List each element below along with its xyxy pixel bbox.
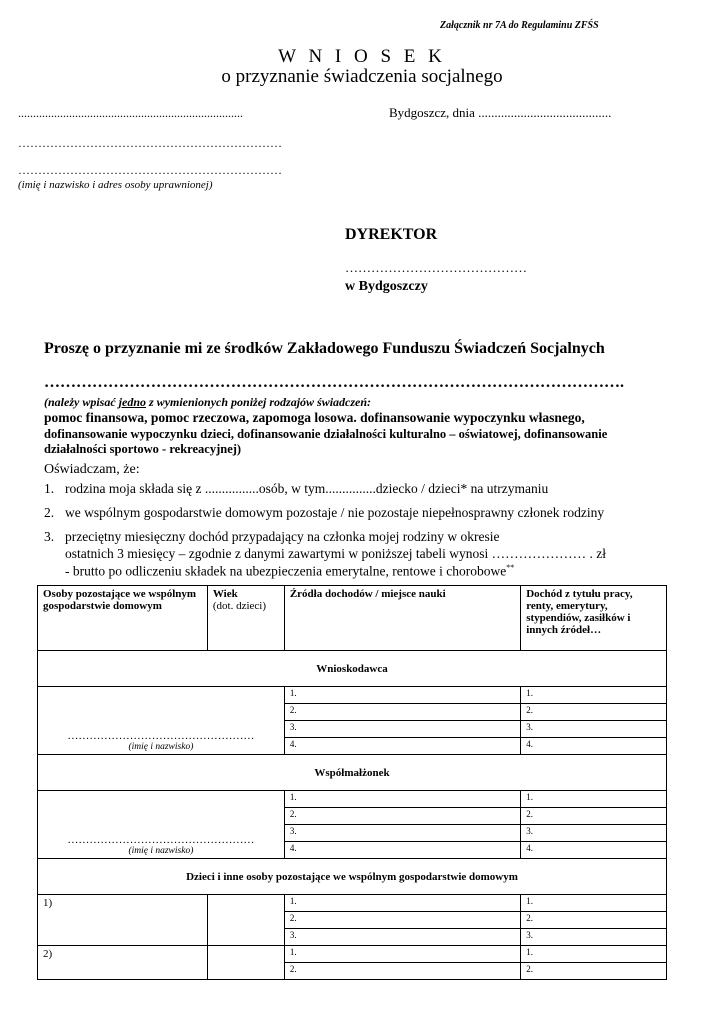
header-age: Wiek (dot. dzieci) [207,586,284,651]
declaration-item-3-line-2: ostatnich 3 miesięcy – zgodnie z danymi zawartymi w poniższej tabeli wynosi ………………… . zł [65,546,607,561]
table-header-row [38,586,667,651]
applicant-address-field-1[interactable]: ………………………………………………………… [18,136,282,150]
spouse-income-3[interactable]: 3. [521,825,667,842]
applicant-income-2[interactable]: 2. [521,704,667,721]
spouse-income-4[interactable]: 4. [521,842,667,859]
declaration-item-3-line-3: - brutto po odliczeniu składek na ubezpieczenia emerytalne, rentowe i chorobowe** [65,563,515,579]
declaration-item-2-number: 2. [44,505,55,520]
child-2-source-2[interactable]: 2. [284,963,520,980]
applicant-income-3[interactable]: 3. [521,721,667,738]
child-1-age-cell[interactable] [207,895,284,946]
header-income-amount: Dochód z tytułu pracy, renty, emerytury, stypendiów, zasiłków i innych źródeł… [521,586,667,651]
declaration-item-3-number: 3. [44,529,55,544]
applicant-source-4[interactable]: 4. [284,738,520,755]
header-persons: Osoby pozostające we wspólnym gospodarstwie domowym [38,586,208,651]
spouse-source-4[interactable]: 4. [284,842,520,859]
declaration-item-2: we wspólnym gospodarstwie domowym pozostaje / nie pozostaje niepełnosprawny członek rodziny [65,505,605,520]
child-1-income-2[interactable]: 2. [521,912,667,929]
benefit-type-field[interactable]: ………………………………………………………………………………………………. [44,374,624,391]
header-income-source: Źródła dochodów / miejsce nauki [284,586,520,651]
child-2-income-2[interactable]: 2. [521,963,667,980]
child-2-income-1[interactable]: 1. [521,946,667,963]
spouse-source-2[interactable]: 2. [284,808,520,825]
benefit-types-2: dofinansowanie wypoczynku dzieci, dofinansowanie działalności kulturalno – oświatowej, dofinansowanie [44,427,608,441]
benefit-types-3: działalności sportowo - rekreacyjnej) [44,442,242,456]
recipient-title: DYREKTOR [345,226,438,243]
income-table [37,585,667,980]
declaration-item-3-line-1: przeciętny miesięczny dochód przypadający na członka mojej rodziny w okresie [65,529,500,544]
child-1-income-3[interactable]: 3. [521,929,667,946]
applicant-source-2[interactable]: 2. [284,704,520,721]
child-1-income-1[interactable]: 1. [521,895,667,912]
document-title: W N I O S E K [278,46,446,67]
section-children: Dzieci i inne osoby pozostające we wspólnym gospodarstwie domowym [38,859,667,895]
attachment-note: Załącznik nr 7A do Regulaminu ZFŚS [440,20,599,31]
applicant-source-3[interactable]: 3. [284,721,520,738]
applicant-income-1[interactable]: 1. [521,687,667,704]
applicant-name-cell[interactable]: …………………………………………… (imię i nazwisko) [38,687,285,755]
declaration-intro: Oświadczam, że: [44,462,140,477]
applicant-address-field-2[interactable]: ………………………………………………………… [18,163,282,177]
declaration-item-1-number: 1. [44,481,55,496]
recipient-name-field[interactable]: …………………………………… [345,260,527,275]
document-subtitle: o przyznanie świadczenia socjalnego [221,66,503,87]
applicant-income-4[interactable]: 4. [521,738,667,755]
section-applicant: Wnioskodawca [38,651,667,687]
request-intro: Proszę o przyznanie mi ze środków Zakładowego Funduszu Świadczeń Socjalnych [44,340,605,357]
child-2-source-1[interactable]: 1. [284,946,520,963]
recipient-city: w Bydgoszczy [345,279,428,294]
child-1-source-1[interactable]: 1. [284,895,520,912]
applicant-caption: (imię i nazwisko i adres osoby uprawnionej) [18,179,213,191]
child-2-name-cell[interactable]: 2) [38,946,208,980]
spouse-source-3[interactable]: 3. [284,825,520,842]
request-note: (należy wpisać jedno z wymienionych poniżej rodzajów świadczeń: [44,395,372,409]
section-spouse: Współmałżonek [38,755,667,791]
spouse-name-cell[interactable]: …………………………………………… (imię i nazwisko) [38,791,285,859]
declaration-item-1: rodzina moja składa się z ................osób, w tym...............dziecko / dzieci* na utrzymaniu [65,481,549,496]
spouse-source-1[interactable]: 1. [284,791,520,808]
child-2-age-cell[interactable] [207,946,284,980]
place-date-field[interactable]: Bydgoszcz, dnia ......................................... [389,105,612,120]
child-1-name-cell[interactable]: 1) [38,895,208,946]
applicant-name-field[interactable]: ........................................................................... [18,106,243,120]
applicant-source-1[interactable]: 1. [284,687,520,704]
spouse-income-2[interactable]: 2. [521,808,667,825]
child-1-source-3[interactable]: 3. [284,929,520,946]
spouse-income-1[interactable]: 1. [521,791,667,808]
benefit-types-1: pomoc finansowa, pomoc rzeczowa, zapomoga losowa. dofinansowanie wypoczynku własnego, [44,410,585,425]
child-1-source-2[interactable]: 2. [284,912,520,929]
